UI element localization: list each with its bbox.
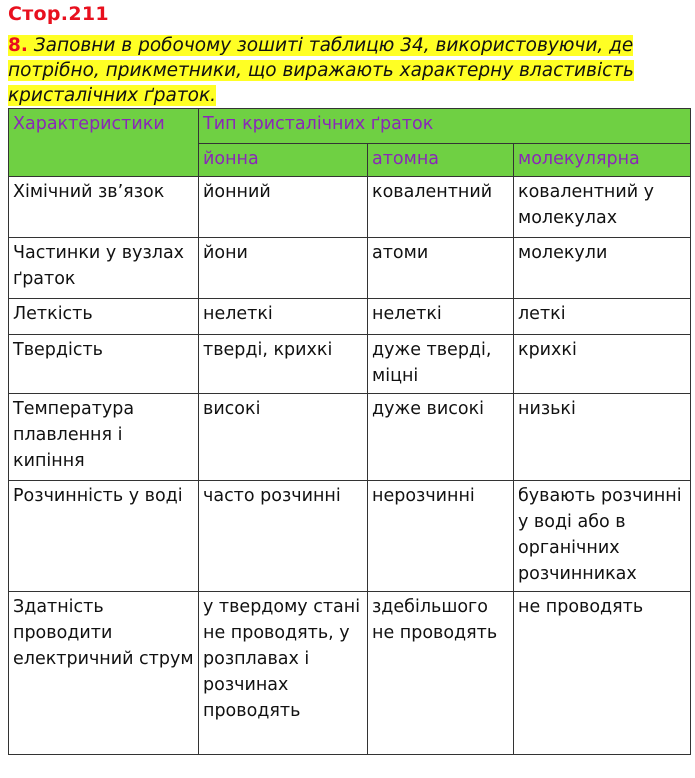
row-label: Леткість: [9, 299, 199, 335]
cell-atomic: дуже тверді, міцні: [368, 335, 514, 394]
task-line-1: Заповни в робочому зошиті таблицю 34, використовуючи, де: [27, 35, 634, 56]
table-row: [9, 592, 691, 755]
task-number: 8.: [8, 35, 28, 56]
task-line-2: потрібно, прикметники, що виражають характерну властивість: [8, 60, 634, 81]
cell-molecular: не проводять: [514, 592, 691, 755]
table-row: [9, 299, 691, 335]
cell-ionic: часто розчинні: [199, 481, 368, 592]
row-label: Твердість: [9, 335, 199, 394]
table-row: [9, 481, 691, 592]
cell-ionic: тверді, крихкі: [199, 335, 368, 394]
table-row: [9, 238, 691, 299]
cell-molecular: леткі: [514, 299, 691, 335]
row-label: Хімічний зв’язок: [9, 177, 199, 238]
cell-atomic: атоми: [368, 238, 514, 299]
cell-atomic: здебільшого не проводять: [368, 592, 514, 755]
crystal-lattice-table: [8, 108, 691, 755]
table-row: [9, 394, 691, 481]
row-label: Частинки у вузлах ґраток: [9, 238, 199, 299]
table-row: [9, 335, 691, 394]
cell-molecular: ковалентний у молекулах: [514, 177, 691, 238]
row-label: Розчинність у воді: [9, 481, 199, 592]
cell-molecular: крихкі: [514, 335, 691, 394]
header-lattice-type: Тип кристалічних ґраток: [199, 109, 691, 144]
cell-atomic: ковалентний: [368, 177, 514, 238]
cell-molecular: молекули: [514, 238, 691, 299]
cell-ionic: високі: [199, 394, 368, 481]
cell-ionic: нелеткі: [199, 299, 368, 335]
cell-atomic: нелеткі: [368, 299, 514, 335]
header-ionic: йонна: [199, 144, 368, 177]
table-row: [9, 177, 691, 238]
task-line-3: кристалічних ґраток.: [8, 85, 217, 106]
cell-ionic: йони: [199, 238, 368, 299]
header-characteristics: Характеристики: [9, 109, 199, 177]
cell-ionic: йонний: [199, 177, 368, 238]
cell-atomic: дуже високі: [368, 394, 514, 481]
row-label: Здатність проводити електричний струм: [9, 592, 199, 755]
cell-atomic: нерозчинні: [368, 481, 514, 592]
row-label: Температура плавлення і кипіння: [9, 394, 199, 481]
cell-ionic: у твердому стані не проводять, у розплавах і розчинах проводять: [199, 592, 368, 755]
task-instruction: [8, 33, 688, 108]
page-reference: Стор.211: [8, 3, 109, 25]
header-atomic: атомна: [368, 144, 514, 177]
cell-molecular: низькі: [514, 394, 691, 481]
cell-molecular: бувають розчинні у воді або в органічних розчинниках: [514, 481, 691, 592]
header-molecular: молекулярна: [514, 144, 691, 177]
